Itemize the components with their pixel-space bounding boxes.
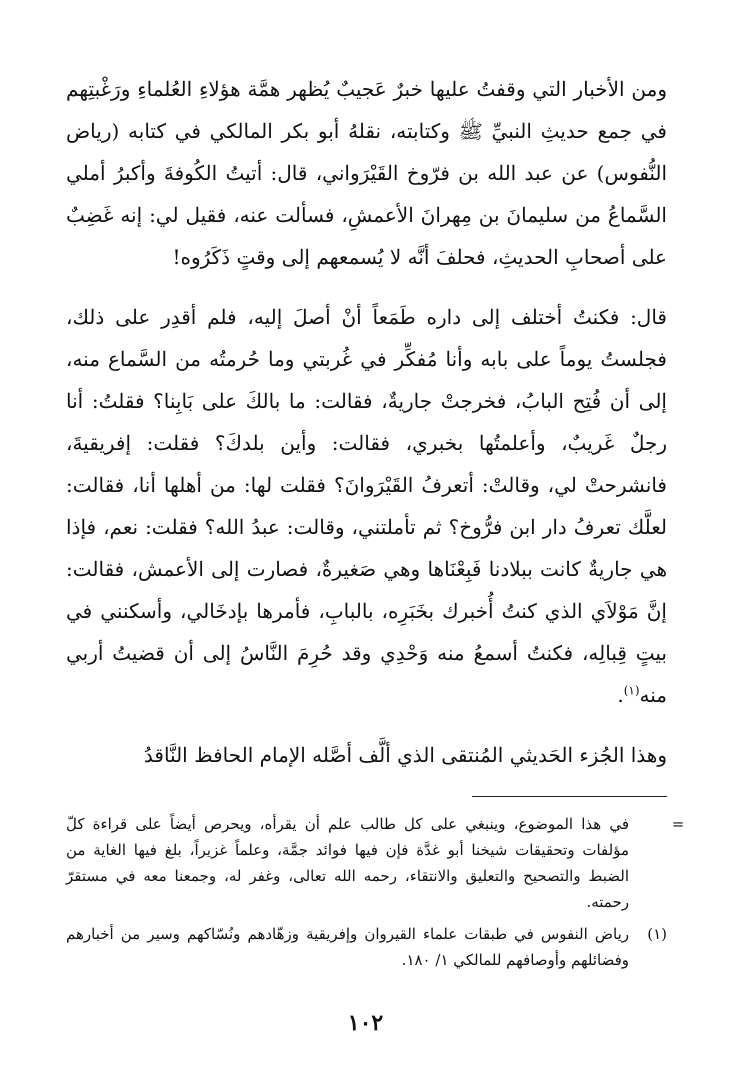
footnote-continuation bbox=[66, 811, 685, 915]
footnote-reference: (١) bbox=[623, 683, 640, 698]
footnote-separator bbox=[472, 796, 667, 797]
main-text bbox=[66, 68, 667, 776]
paragraph-2-text: قال: فكنتُ أختلف إلى داره طَمَعاً أنْ أصلَ إليه، فلم أقدِر على ذلك، فجلستُ يوماً على بابه وأنا مُفكِّر في غُربتي وما حُرمتُه من السَّماع منه، إلى أن فُتِح البابُ، فخرجتْ جاريةٌ، فقالت: ما بالكَ على بَابِنا؟ فقلتُ: أنا رجلٌ غَريبٌ، وأعلمتُها بخبري، فقالت: وأين بلدكَ؟ فقلت: إفريقيةَ، فانشرحتْ لي، وقالتْ: أتعرفُ القَيْرَوانَ؟ فقلت لها: من أهلها أنا، فقالت: لعلَّك تعرفُ دار ابن فرُّوخ؟ ثم تأملتني، وقالت: عبدُ الله؟ فقلت: نعم، فإذا هي جاريةٌ كانت ببلادنا فَبِعْنَاها وهي صَغيرةٌ، فصارت إلى الأعمش، فقالت: إنَّ مَوْلاَي الذي كنتُ أُخبرك بخَبَرِه، بالبابِ، فأمرها بإدخَالي، وأسكنني في بيتٍ قِبالِه، فكنتُ أسمعُ منه وَحْدِي وقد حُرِمَ النَّاسُ إلى أن قضيتُ أربي منه bbox=[66, 305, 667, 707]
paragraph-2: قال: فكنتُ أختلف إلى داره طَمَعاً أنْ أصلَ إليه، فلم أقدِر على ذلك، فجلستُ يوماً على بابه وأنا مُفكِّر في غُربتي وما حُرمتُه من السَّماع منه، إلى أن فُتِح البابُ، فخرجتْ جاريةٌ، فقالت: ما بالكَ على بَابِنا؟ فقلتُ: أنا رجلٌ غَريبٌ، وأعلمتُها بخبري، فقالت: وأين بلدكَ؟ فقلت: إفريقيةَ، فانشرحتْ لي، وقالتْ: أتعرفُ القَيْرَوانَ؟ فقلت لها: من أهلها أنا، فقالت: لعلَّك تعرفُ دار ابن فرُّوخ؟ ثم تأملتني، وقالت: عبدُ الله؟ فقلت: نعم، فإذا هي جاريةٌ كانت ببلادنا فَبِعْنَاها وهي صَغيرةٌ، فصارت إلى الأعمش، فقالت: إنَّ مَوْلاَي الذي كنتُ أُخبرك بخَبَرِه، بالبابِ، فأمرها بإدخَالي، وأسكنني في بيتٍ قِبالِه، فكنتُ أسمعُ منه وَحْدِي وقد حُرِمَ النَّاسُ إلى أن قضيتُ أربي منه$^{(١)}$. bbox=[66, 305, 667, 707]
footnote-1-number: (١) bbox=[647, 925, 667, 943]
continuation-mark: = bbox=[671, 815, 685, 833]
footnote-continuation-text: في هذا الموضوع، وينبغي على كل طالب علم أن يقرأه، ويحرص أيضاً على قراءة كلّ مؤلفات وتحقيقات شيخنا أبو غدَّة فإن فيها فوائد جمَّة، وعلماً غزيراً، بلغ فيها الغاية من الضبط والتصحيح والتعليق والانتقاء، رحمه الله تعالى، وغفر له، وجمعنا معه في مستقرّ رحمته. bbox=[66, 815, 629, 911]
footnote-1 bbox=[66, 921, 667, 973]
footnotes bbox=[66, 811, 685, 973]
paragraph-3: وهذا الجُزء الحَديثي المُنتقى الذي ألَّف أصَّله الإمام الحافظ النَّاقدُ bbox=[143, 743, 667, 767]
paragraph-1: ومن الأخبار التي وقفتُ عليها خبرٌ عَجيبٌ يُظهر همَّة هؤلاءِ العُلماءِ ورَغْبتِهم في جمع حديثِ النبيِّ ﷺ وكتابته، نقلهُ أبو بكر المالكي في كتابه (رياض النُّفوس) عن عبد الله بن فرّوخ القَيْرَواني، قال: أتيتُ الكُوفةَ وأكبرُ أملي السَّماعُ من سليمانَ بن مِهرانَ الأعمشِ، فسألت عنه، فقيل لي: إنه غَضِبٌ على أصحابِ الحديثِ، فحلفَ أنَّه لا يُسمعهم إلى وقتٍ ذَكَرُوه! bbox=[66, 77, 667, 269]
page-number: ١٠٢ bbox=[347, 1010, 384, 1036]
footnote-1-text: رياض النفوس في طبقات علماء القيروان وإفريقية وزهّادهم ونُسّاكهم وسير من أخبارهم وفضائلهم وأوصافهم للمالكي ١/ ١٨٠. bbox=[66, 925, 629, 969]
